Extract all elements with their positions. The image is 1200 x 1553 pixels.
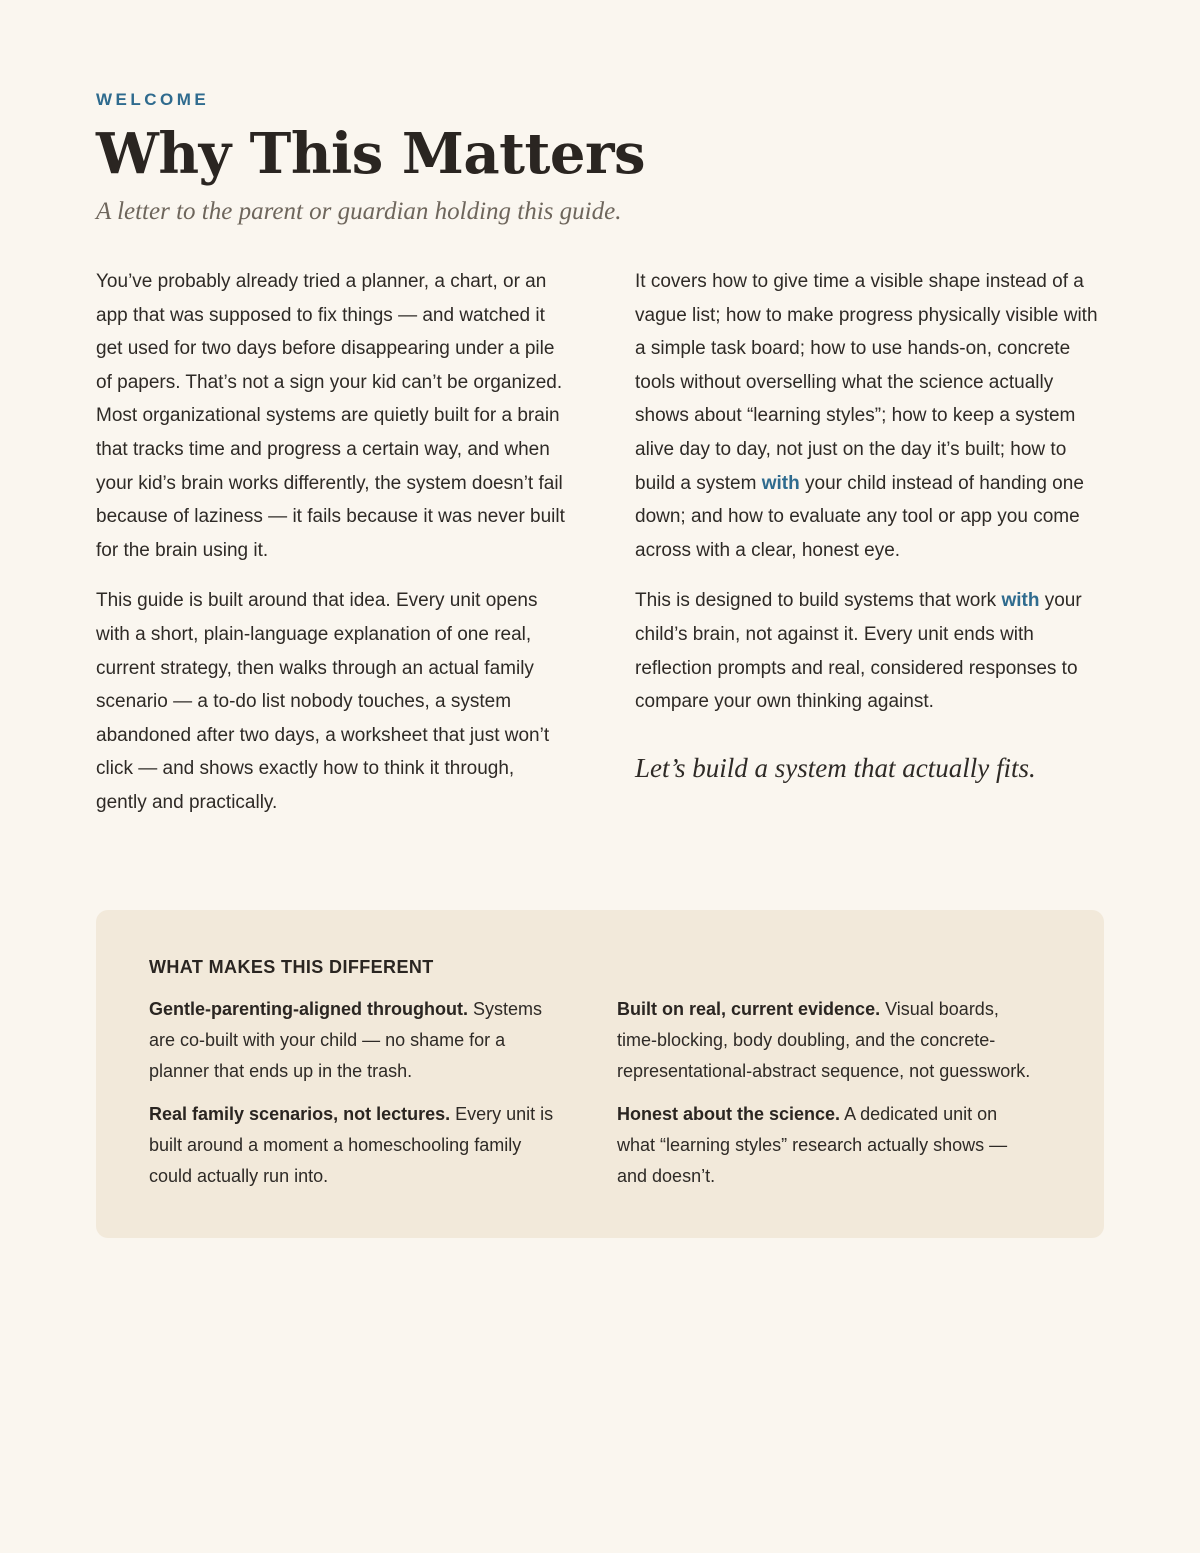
callout-heading: WHAT MAKES THIS DIFFERENT <box>149 957 434 977</box>
callout-item <box>617 1099 1037 1192</box>
page-title: Why This Matters <box>96 121 645 187</box>
body-paragraph <box>635 265 1109 567</box>
text-run: your child’s brain, not against it. Every unit ends with reflection prompts and real, considered responses to compare your own thinking against. <box>635 590 1082 713</box>
text-run: It covers how to give time a visible shape instead of a vague list; how to make progress physically visible with a simple task board; how to use hands-on, concrete tools without overselling what the science actually shows about “learning styles”; how to keep a system alive day to day, not just on the day it’s built; how to build a system <box>635 271 1098 494</box>
callout-item-text: Every unit is built around a moment a homeschooling family could actually run into. <box>149 1104 554 1186</box>
text-run: your child instead of handing one down; and how to evaluate any tool or app you come across with a clear, honest eye. <box>635 472 1084 561</box>
body-column-left <box>96 265 570 837</box>
body-paragraph: This guide is built around that idea. Every unit opens with a short, plain-language explanation of one real, current strategy, then walks through an actual family scenario — a to-do list nobody touches, a system abandoned after two days, a worksheet that just won’t click — and shows exactly how to think it through, gently and practically. <box>96 590 550 813</box>
callout-item <box>617 994 1037 1087</box>
body-paragraph: You’ve probably already tried a planner, a chart, or an app that was supposed to fix things — and watched it get used for two days before disappearing under a pile of papers. That’s not a sign your kid can’t be organized. Most organizational systems are quietly built for a brain that tracks time and progress a certain way, and when your kid’s brain works differently, the system doesn’t fail because of laziness — it fails because it was never built for the brain using it. <box>96 271 565 561</box>
callout-item-text: A dedicated unit on what “learning styles” research actually shows — and doesn’t. <box>617 1104 1008 1186</box>
callout-column-right <box>617 994 1037 1204</box>
callout-item-lead: Real family scenarios, not lectures. <box>149 1104 451 1124</box>
section-eyebrow: WELCOME <box>96 90 210 109</box>
body-paragraph <box>635 584 1109 718</box>
callout-column-left <box>149 994 569 1204</box>
callout-item <box>149 994 569 1087</box>
callout-item-lead: Built on real, current evidence. <box>617 999 881 1019</box>
page-subtitle: A letter to the parent or guardian holding this guide. <box>96 198 622 225</box>
callout-item-lead: Honest about the science. <box>617 1104 841 1124</box>
text-run: This is designed to build systems that work <box>635 590 1002 612</box>
body-column-right <box>635 265 1109 802</box>
callout-item <box>149 1099 569 1192</box>
callout-item-text: Visual boards, time-blocking, body doubling, and the concrete-representational-abstract sequence, not guesswork. <box>617 999 1031 1081</box>
emphasis-with: with <box>761 472 800 494</box>
callout-item-text: Systems are co-built with your child — no shame for a planner that ends up in the trash. <box>149 999 542 1081</box>
closing-line: Let’s build a system that actually fits. <box>635 752 1036 783</box>
callout-item-lead: Gentle-parenting-aligned throughout. <box>149 999 468 1019</box>
emphasis-with: with <box>1001 590 1040 612</box>
